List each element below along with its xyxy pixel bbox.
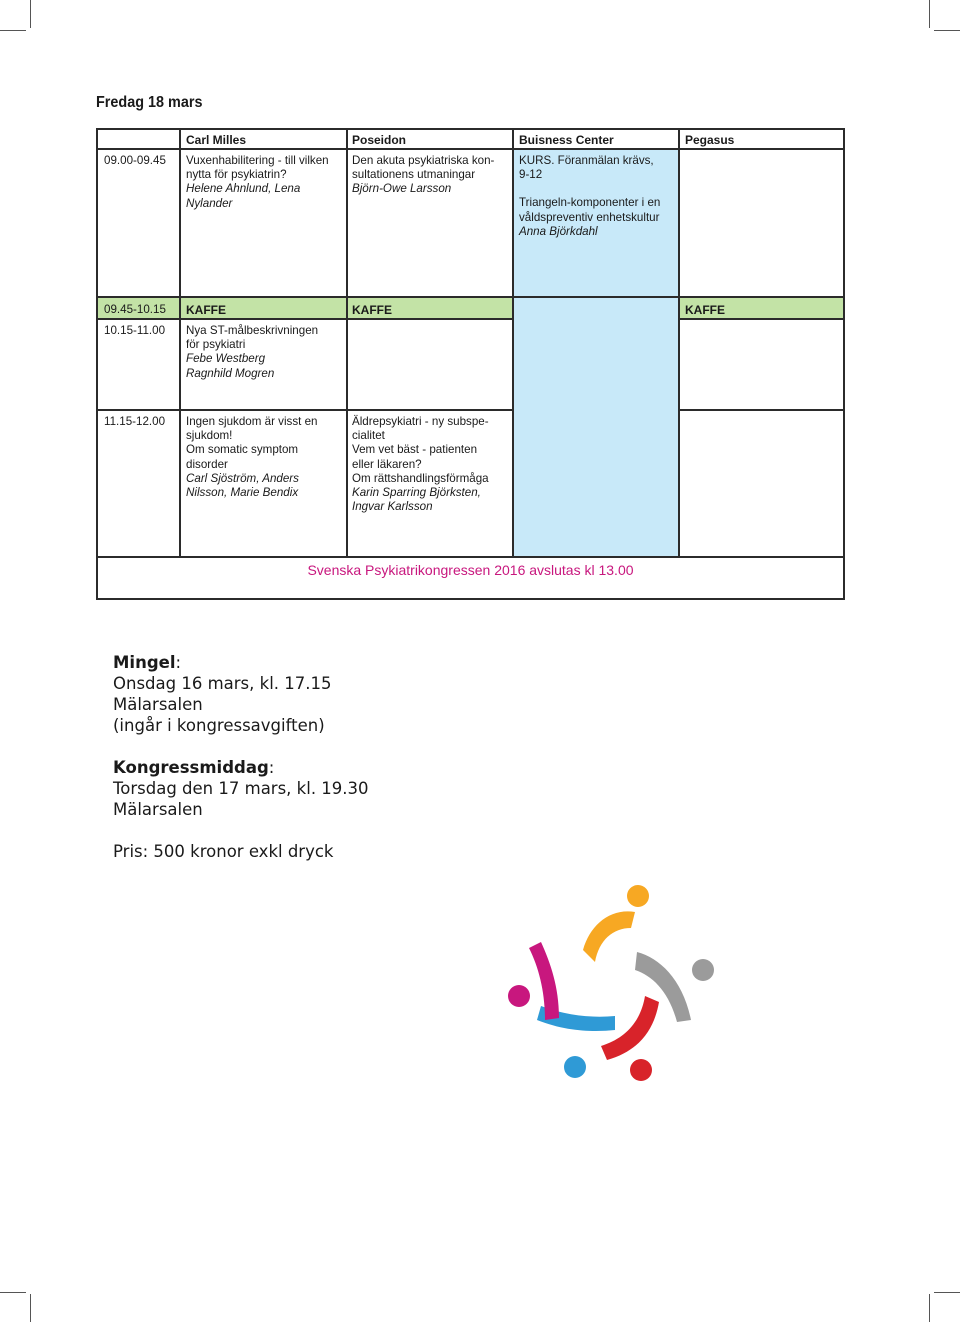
session-carl-milles: [186, 324, 346, 381]
speaker-line: Björn-Owe Larsson: [352, 182, 452, 196]
dinner-line: Torsdag den 17 mars, kl. 19.30: [113, 779, 369, 798]
crop-mark: [0, 1292, 26, 1293]
session-title-line: Om somatic symptom: [186, 443, 299, 457]
session-carl-milles: [186, 154, 346, 211]
crop-mark: [929, 0, 930, 28]
time-slot: 09.00-09.45: [104, 154, 166, 167]
divider: [98, 556, 843, 558]
session-title-line: nytta för psykiatrin?: [186, 168, 287, 182]
session-carl-milles: [186, 415, 346, 500]
logo-figure-orange: [583, 885, 649, 962]
session-title-line: Vem vet bäst - patienten: [352, 443, 478, 457]
speaker-line: Febe Westberg: [186, 352, 266, 366]
session-title-line: Om rättshandlingsförmåga: [352, 471, 489, 485]
logo-figure-magenta: [508, 942, 559, 1020]
divider: [512, 130, 514, 558]
speaker-line: Nilsson, Marie Bendix: [186, 486, 299, 500]
session-title-line: Vuxenhabilitering - till vilken: [186, 154, 329, 167]
crop-mark: [30, 1294, 31, 1322]
event-info: [113, 652, 369, 862]
divider: [98, 296, 843, 298]
session-title-line: för psykiatri: [186, 338, 246, 352]
session-title-line: sjukdom!: [186, 429, 233, 443]
crop-mark: [0, 30, 26, 31]
dinner-line: Mälarsalen: [113, 800, 203, 819]
session-title-line: Den akuta psykiatriska kon-: [352, 154, 495, 167]
session-title-line: disorder: [186, 457, 228, 471]
speaker-line: Ragnhild Mogren: [186, 366, 275, 380]
time-slot: 11.15-12.00: [104, 415, 166, 428]
congress-logo: [495, 880, 725, 1090]
crop-mark: [934, 1292, 960, 1293]
speaker-line: Carl Sjöström, Anders: [186, 471, 299, 485]
session-title-line: Ingen sjukdom är visst en: [186, 415, 318, 428]
divider: [678, 130, 680, 558]
column-header-pegasus: Pegasus: [685, 133, 735, 147]
session-title-line: Triangeln-komponenter i en: [519, 196, 661, 210]
column-header-poseidon: Poseidon: [352, 133, 407, 147]
session-poseidon: [352, 154, 512, 197]
session-title-line: Äldrepsykiatri - ny subspe-: [352, 415, 489, 428]
speaker-line: Karin Sparring Björksten,: [352, 486, 481, 500]
session-business-center: [519, 154, 677, 239]
page-title: Fredag 18 mars: [96, 94, 203, 111]
price-text: Pris: 500 kronor exkl dryck: [113, 842, 334, 861]
closing-announcement: Svenska Psykiatrikongressen 2016 avslutas kl 13.00: [307, 562, 634, 578]
crop-mark: [30, 0, 31, 28]
mingel-line: Mälarsalen: [113, 695, 203, 714]
session-title-line: Nya ST-målbeskrivningen: [186, 324, 319, 337]
divider: [678, 318, 843, 320]
column-header-carl-milles: Carl Milles: [186, 133, 247, 147]
dinner-block: Kongressmiddag: Torsdag den 17 mars, kl. 19.30 Mälarsalen: [113, 758, 369, 819]
session-title-line: KURS. Föranmälan krävs,: [519, 154, 654, 167]
crop-mark: [929, 1294, 930, 1322]
divider: [98, 409, 512, 411]
schedule-table: [96, 128, 845, 600]
logo-figure-red: [601, 996, 659, 1081]
time-slot: 10.15-11.00: [104, 324, 166, 337]
mingel-label: Mingel: [113, 653, 176, 672]
divider: [98, 318, 512, 320]
coffee-break-label: KAFFE: [685, 303, 725, 317]
crop-mark: [934, 30, 960, 31]
divider: [678, 409, 843, 411]
session-title-line: sultationens utmaningar: [352, 168, 476, 182]
dinner-label: Kongressmiddag: [113, 758, 269, 777]
speaker-line: Nylander: [186, 196, 233, 210]
session-poseidon: [352, 415, 512, 514]
session-title-line: eller läkaren?: [352, 457, 422, 471]
session-title-line: våldspreventiv enhetskultur: [519, 210, 660, 224]
divider: [179, 130, 181, 558]
coffee-break-label: KAFFE: [352, 303, 392, 317]
column-header-business-center: Buisness Center: [519, 133, 614, 147]
speaker-line: Helene Ahnlund, Lena: [186, 182, 301, 196]
divider: [346, 130, 348, 558]
divider: [98, 148, 843, 150]
session-title-line: cialitet: [352, 429, 385, 443]
session-title-line: 9-12: [519, 168, 543, 182]
coffee-break-label: KAFFE: [186, 303, 226, 317]
speaker-line: Ingvar Karlsson: [352, 500, 433, 514]
mingel-line: (ingår i kongressavgiften): [113, 716, 325, 735]
speaker-line: Anna Björkdahl: [519, 224, 598, 238]
time-slot: 09.45-10.15: [104, 303, 166, 316]
mingel-line: Onsdag 16 mars, kl. 17.15: [113, 674, 332, 693]
mingel-block: Mingel: Onsdag 16 mars, kl. 17.15 Mälarsalen (ingår i kongressavgiften): [113, 652, 369, 736]
